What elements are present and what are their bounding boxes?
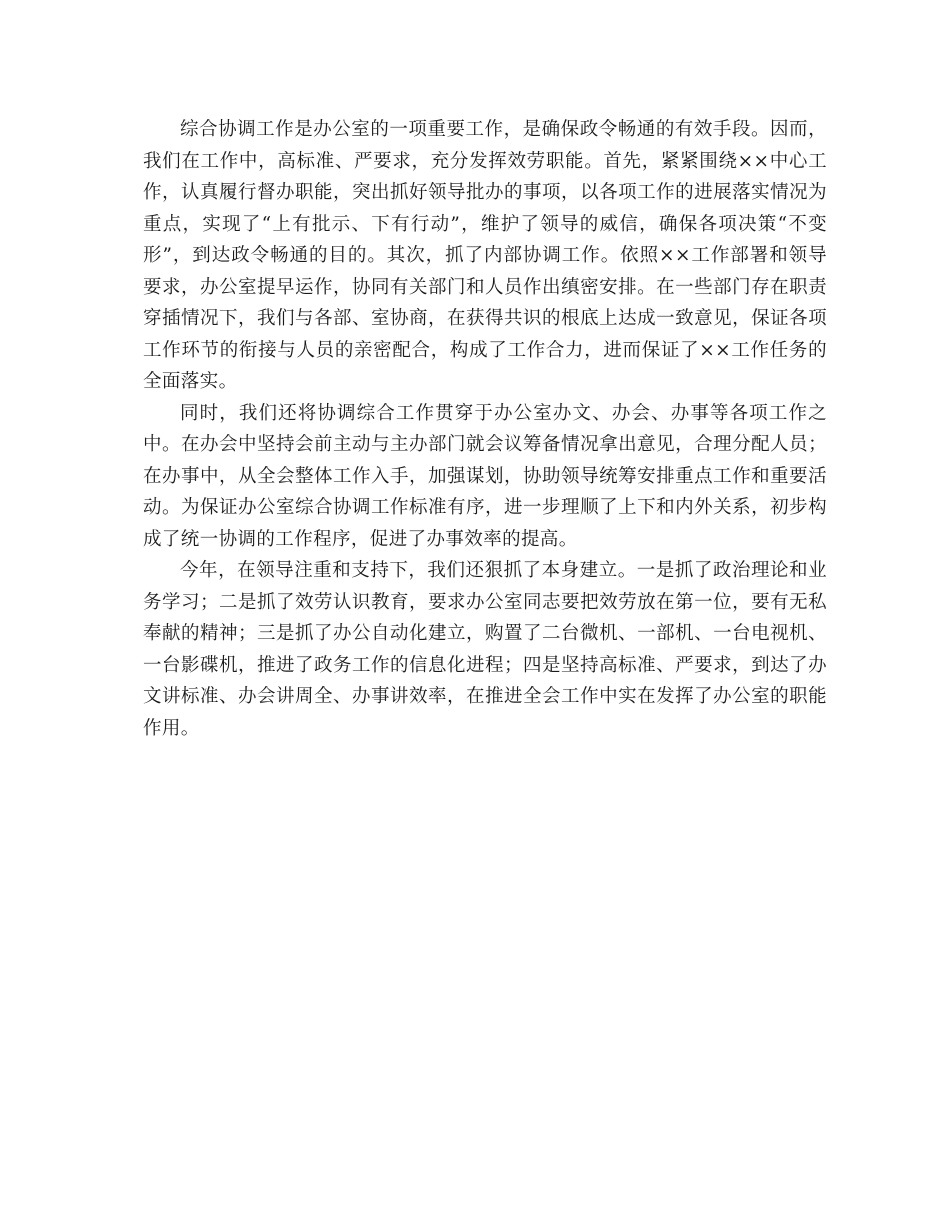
paragraph-integration: 同时，我们还将协调综合工作贯穿于办公室办文、办会、办事等各项工作之中。在办会中坚持会前主动与主办部门就会议筹备情况拿出意见，合理分配人员；在办事中，从全会整体工作入手，加强谋划，协助领导统筹安排重点工作和重要活动。为保证办公室综合协调工作标准有序，进一步理顺了上下和内外关系，初步构成了统一协调的工作程序，促进了办事效率的提高。 <box>143 402 827 550</box>
paragraph-self-building: 今年，在领导注重和支持下，我们还狠抓了本身建立。一是抓了政治理论和业务学习；二是抓了效劳认识教育，要求办公室同志要把效劳放在第一位，要有无私奉献的精神；三是抓了办公自动化建立，购置了二台微机、一部机、一台电视机、一台影碟机，推进了政务工作的信息化进程；四是坚持高标准、严要求，到达了办文讲标准、办会讲周全、办事讲效率，在推进全会工作中实在发挥了办公室的职能作用。 <box>143 560 827 739</box>
paragraph-coordination: 综合协调工作是办公室的一项重要工作，是确保政令畅通的有效手段。因而，我们在工作中，高标准、严要求，充分发挥效劳职能。首先，紧紧围绕××中心工作，认真履行督办职能，突出抓好领导批办的事项，以各项工作的进展落实情况为重点，实现了“上有批示、下有行动”，维护了领导的威信，确保各项决策“不变形”，到达政令畅通的目的。其次，抓了内部协调工作。依照××工作部署和领导要求，办公室提早运作，协同有关部门和人员作出缜密安排。在一些部门存在职责穿插情况下，我们与各部、室协商，在获得共识的根底上达成一致意见，保证各项工作环节的衔接与人员的亲密配合，构成了工作合力，进而保证了××工作任务的全面落实。 <box>143 119 827 392</box>
document-body <box>143 114 827 744</box>
